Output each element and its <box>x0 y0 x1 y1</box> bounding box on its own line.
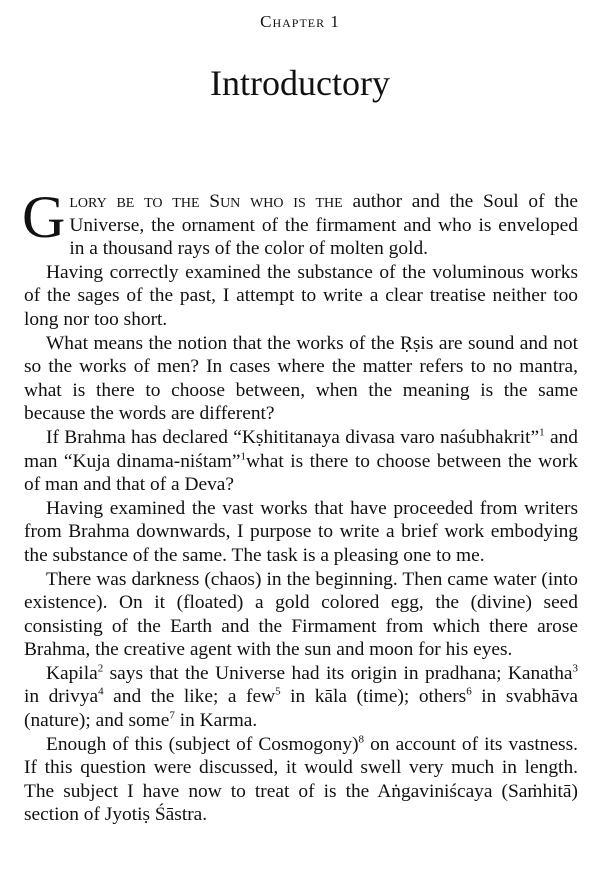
text-run: on account of its vastness. If this question were discussed, it would swell very much in length. The subject I have now to treat of is the Aṅgaviniścaya (Saṁhitā) section of Jyotiṣ Śāstra. <box>24 733 578 826</box>
footnote-ref: 8 <box>358 733 365 746</box>
paragraph-5: Having examined the vast works that have proceeded from writers from Brahma downwards, I purpose to write a brief work embodying the substance of the same. The task is a pleasing one to me. <box>24 497 578 566</box>
footnote-ref: 4 <box>98 686 104 698</box>
text-run: in Karma. <box>174 710 258 732</box>
footnote-ref: 5 <box>275 686 281 698</box>
paragraph-8 <box>24 733 578 827</box>
paragraph-1-text: author and the Soul of the Universe, the ornament of the firmament and who is enveloped in a thousand rays of the color of molten gold. <box>69 191 578 260</box>
small-caps-lead: lory be to the Sun who is the <box>69 191 343 212</box>
paragraph-7 <box>24 662 578 733</box>
text-run: Enough of this (subject of Cosmogony) <box>46 733 359 755</box>
paragraph-1 <box>22 184 578 261</box>
text-run: and the like; a few <box>103 686 276 708</box>
footnote-ref: 1 <box>240 450 247 463</box>
drop-cap: G <box>22 184 66 250</box>
footnote-ref: 7 <box>169 709 175 722</box>
text-run: in kāla (time); others <box>280 686 467 708</box>
text-run: If Brahma has declared “Kṣhititanaya divasa varo naśubhakrit” <box>46 426 540 448</box>
paragraph-2: Having correctly examined the substance of the voluminous works of the sages of the past, I attempt to write a clear treatise neither too long nor too short. <box>24 261 578 330</box>
paragraph-4 <box>24 426 578 497</box>
text-run: says that the Universe had its origin in pradhana; Kanatha <box>103 662 573 684</box>
paragraph-3: What means the notion that the works of the Ṛṣis are sound and not so the works of men? In cases where the matter refers to no mantra, what is there to choose between, when the meaning is the same because the words are different? <box>24 332 578 425</box>
chapter-label: Chapter 1 <box>260 12 340 31</box>
footnote-ref: 2 <box>97 662 104 675</box>
text-run: and man “Kuja dinama-niśtam” <box>24 426 578 472</box>
text-run: in drivya <box>24 686 99 708</box>
body-text <box>22 184 578 827</box>
text-run: what is there to choose between the work of man and that of a Deva? <box>24 450 578 496</box>
chapter-title: Introductory <box>210 63 390 103</box>
footnote-ref: 3 <box>572 662 578 675</box>
footnote-ref: 1 <box>539 426 545 439</box>
text-run: Kapila <box>46 662 98 684</box>
text-run: in svabhāva (nature); and some <box>24 686 578 732</box>
footnote-ref: 6 <box>466 686 472 698</box>
paragraph-6: There was darkness (chaos) in the beginning. Then came water (into existence). On it (floated) a gold colored egg, the (divine) seed consisting of the Earth and the Firmament from which there arose Brahma, the creative agent with the sun and moon for his eyes. <box>24 568 578 661</box>
